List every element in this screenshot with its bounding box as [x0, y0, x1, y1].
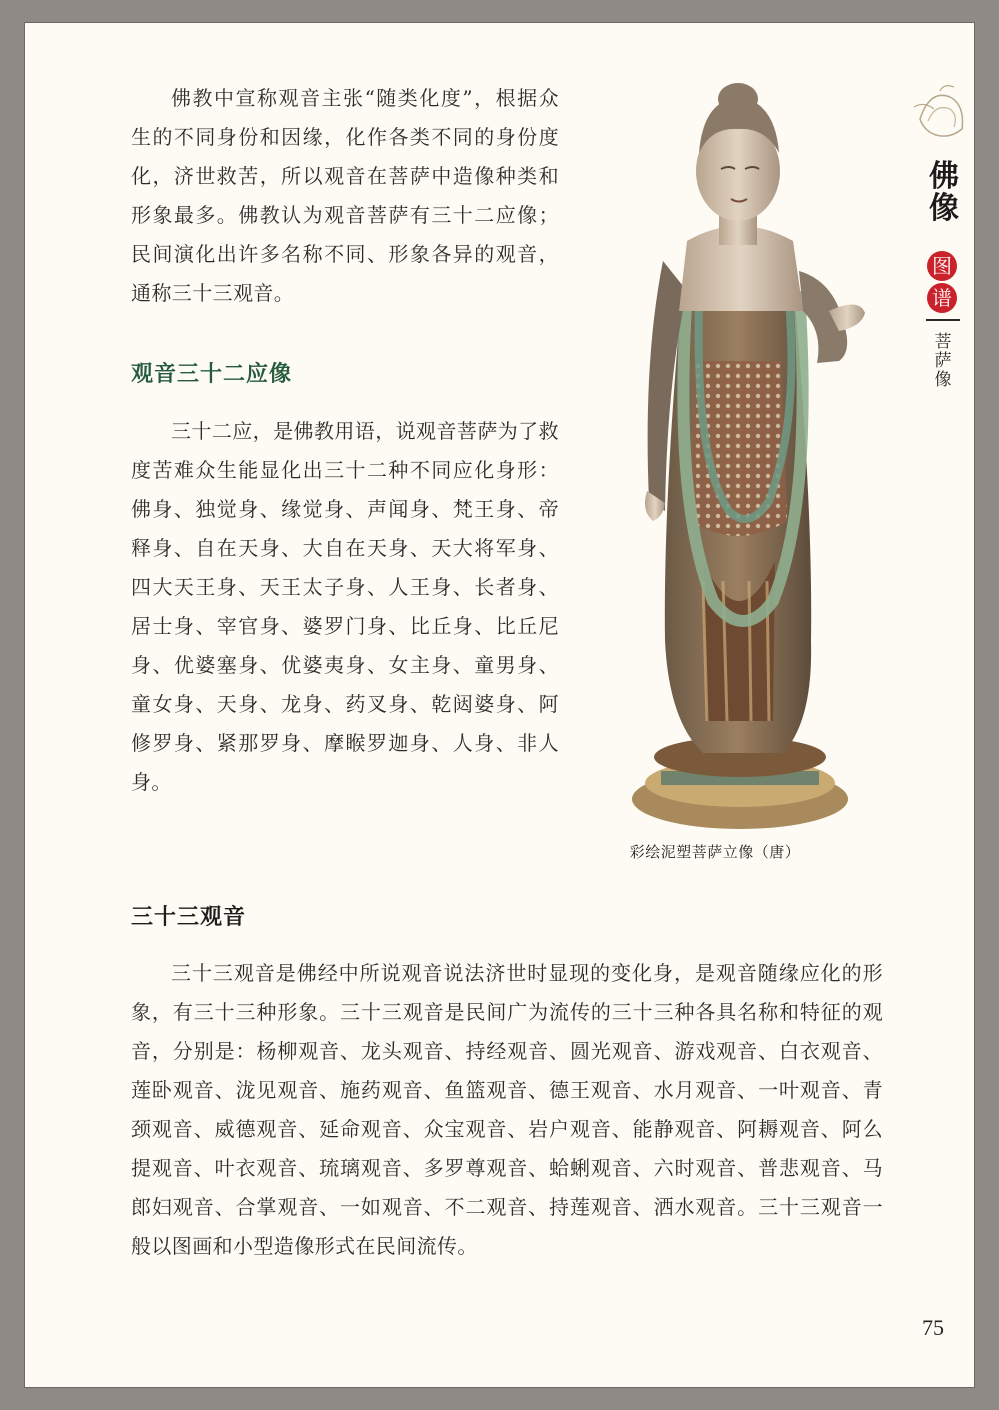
bodhisattva-statue-figure — [603, 81, 865, 841]
page-number: 75 — [922, 1315, 944, 1340]
spine-title-char: 像 — [929, 191, 959, 226]
spine-title — [924, 161, 964, 225]
spine-subtitle-char: 像 — [934, 370, 952, 390]
spine-subtitle-char: 萨 — [934, 351, 952, 371]
spine-circle-char: 图 — [927, 251, 957, 281]
spine-circle-char: 谱 — [927, 283, 957, 313]
decorative-lotus-icon — [910, 79, 970, 149]
spine-title-char: 佛 — [929, 159, 959, 194]
section-heading-33-guanyin: 三十三观音 — [131, 905, 247, 930]
section-heading-32-forms: 观音三十二应像 — [131, 362, 293, 387]
section-33-guanyin-paragraph: 三十三观音是佛经中所说观音说法济世时显现的变化身，是观音随缘应化的形象，有三十三种形象。三十三观音是民间广为流传的三十三种各具名称和特征的观音，分别是：杨柳观音、龙头观音、持经观音、圆光观音、游戏观音、白衣观音、莲卧观音、泷见观音、施药观音、鱼篮观音、德王观音、水月观音、一叶观音、青颈观音、威德观音、延命观音、众宝观音、岩户观音、能静观音、阿耨观音、阿么提观音、叶衣观音、琉璃观音、多罗尊观音、蛤蜊观音、六时观音、普悲观音、马郎妇观音、合掌观音、一如观音、不二观音、持莲观音、洒水观音。三十三观音一般以图画和小型造像形式在民间流传。 — [131, 961, 883, 1258]
book-page — [24, 22, 975, 1388]
spine-divider — [926, 319, 960, 321]
section-32-forms-paragraph: 三十二应，是佛教用语，说观音菩萨为了救度苦难众生能显化出三十二种不同应化身形：佛身、独觉身、缘觉身、声闻身、梵王身、帝释身、自在天身、大自在天身、天大将军身、四大天王身、天王太子身、人王身、长者身、居士身、宰官身、婆罗门身、比丘身、比丘尼身、优婆塞身、优婆夷身、女主身、童男身、童女身、天身、龙身、药叉身、乾闼婆身、阿修罗身、紧那罗身、摩睺罗迦身、人身、非人身。 — [131, 419, 559, 794]
chapter-spine-label — [918, 79, 974, 439]
spine-subtitle-char: 菩 — [934, 332, 952, 352]
intro-paragraph: 佛教中宣称观音主张“随类化度”，根据众生的不同身份和因缘，化作各类不同的身份度化，济世救苦，所以观音在菩萨中造像种类和形象最多。佛教认为观音菩萨有三十二应像；民间演化出许多名称不同、形象各异的观音，通称三十三观音。 — [131, 86, 559, 305]
spine-subtitle — [931, 333, 955, 390]
figure-caption: 彩绘泥塑菩萨立像（唐） — [629, 843, 801, 861]
